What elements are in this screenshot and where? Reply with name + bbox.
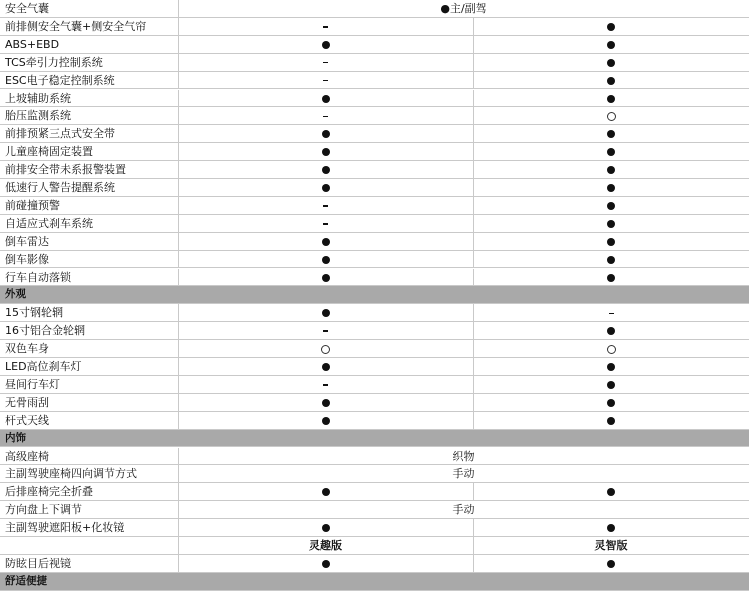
feature-label: 杆式天线	[5, 413, 49, 427]
feature-value-cell	[473, 143, 749, 161]
standard-dot-icon	[607, 256, 615, 264]
feature-label: ABS+EBD	[5, 37, 60, 51]
spec-row	[0, 0, 749, 18]
spec-row	[0, 322, 749, 340]
spec-row	[0, 36, 749, 54]
standard-dot-icon	[322, 524, 330, 532]
feature-value-cell	[178, 358, 473, 376]
not-available-dash-icon	[323, 330, 328, 332]
feature-label: 无骨雨刮	[5, 395, 49, 409]
feature-value-cell	[178, 340, 473, 358]
feature-label: TCS牵引力控制系统	[5, 55, 103, 69]
feature-value-cell	[178, 376, 473, 394]
standard-dot-icon	[322, 130, 330, 138]
feature-value-cell	[473, 555, 749, 573]
standard-dot-icon	[322, 309, 330, 317]
spec-row	[0, 448, 749, 466]
standard-dot-icon	[607, 77, 615, 85]
section-title: 外观	[5, 288, 26, 301]
feature-value-cell	[473, 340, 749, 358]
section-header	[0, 573, 749, 591]
spec-row	[0, 233, 749, 251]
feature-value-cell	[473, 179, 749, 197]
feature-value-cell	[178, 125, 473, 143]
standard-dot-icon	[607, 399, 615, 407]
spec-row	[0, 376, 749, 394]
feature-value-cell	[178, 107, 473, 125]
standard-dot-icon	[322, 363, 330, 371]
feature-value-cell	[178, 197, 473, 215]
feature-label: 双色车身	[5, 342, 49, 356]
standard-dot-icon	[607, 95, 615, 103]
not-available-dash-icon	[609, 313, 614, 315]
spec-row	[0, 179, 749, 197]
feature-label: 前排安全带未系报警装置	[5, 163, 126, 177]
standard-dot-icon	[607, 23, 615, 31]
feature-value-cell	[473, 125, 749, 143]
feature-label: 15寸钢轮辋	[5, 306, 63, 320]
feature-value-cell	[178, 322, 473, 340]
spec-row	[0, 269, 749, 287]
spec-row	[0, 412, 749, 430]
feature-value-cell	[178, 161, 473, 179]
feature-label: 胎压监测系统	[5, 109, 71, 123]
standard-dot-icon	[607, 327, 615, 335]
not-available-dash-icon	[323, 26, 328, 28]
feature-label: 儿童座椅固定装置	[5, 145, 93, 159]
standard-dot-icon	[607, 130, 615, 138]
spec-row	[0, 72, 749, 90]
feature-label: 行车自动落锁	[5, 270, 71, 284]
feature-value-cell	[178, 251, 473, 269]
spec-row	[0, 90, 749, 108]
feature-value-cell	[178, 143, 473, 161]
standard-dot-icon	[607, 363, 615, 371]
not-available-dash-icon	[323, 62, 328, 64]
spec-row	[0, 304, 749, 322]
section-title: 舒适便捷	[5, 574, 47, 587]
feature-value-cell	[473, 358, 749, 376]
standard-dot-icon	[607, 560, 615, 568]
feature-value-cell	[178, 90, 473, 108]
feature-label: 前排预紧三点式安全带	[5, 127, 115, 141]
feature-value-cell	[178, 555, 473, 573]
spec-row	[0, 54, 749, 72]
spec-row	[0, 18, 749, 36]
not-available-dash-icon	[323, 223, 328, 225]
standard-dot-icon	[322, 238, 330, 246]
section-header	[0, 430, 749, 448]
spec-row	[0, 501, 749, 519]
feature-value-cell	[473, 304, 749, 322]
feature-value-cell	[473, 519, 749, 537]
standard-dot-icon	[322, 417, 330, 425]
feature-value-cell	[473, 107, 749, 125]
feature-value-cell	[473, 90, 749, 108]
feature-value-cell	[178, 519, 473, 537]
spec-row	[0, 465, 749, 483]
spec-row	[0, 251, 749, 269]
merged-value-cell: 手动	[452, 503, 475, 517]
standard-dot-icon	[322, 41, 330, 49]
feature-value-cell	[473, 251, 749, 269]
spec-row	[0, 555, 749, 573]
feature-label: 自适应式刹车系统	[5, 216, 93, 230]
standard-dot-icon	[607, 202, 615, 210]
standard-dot-icon	[322, 256, 330, 264]
merged-value-cell: 织物	[452, 449, 475, 463]
feature-label: 前碰撞预警	[5, 198, 60, 212]
feature-value-cell	[178, 36, 473, 54]
standard-dot-icon	[322, 148, 330, 156]
feature-value-cell	[178, 72, 473, 90]
spec-row	[0, 483, 749, 501]
feature-value-cell	[473, 197, 749, 215]
feature-label: 低速行人警告提醒系统	[5, 181, 115, 194]
standard-dot-icon	[322, 166, 330, 174]
feature-label: 倒车影像	[5, 252, 49, 266]
feature-value-cell	[473, 18, 749, 36]
feature-value-cell	[473, 394, 749, 412]
feature-value-cell	[473, 233, 749, 251]
feature-value-cell	[178, 412, 473, 430]
standard-dot-icon	[607, 41, 615, 49]
standard-dot-icon	[322, 560, 330, 568]
feature-value-cell	[473, 54, 749, 72]
spec-row	[0, 519, 749, 537]
feature-label: 前排侧安全气囊+侧安全气帘	[5, 19, 147, 33]
standard-dot-icon	[607, 238, 615, 246]
spec-row	[0, 143, 749, 161]
not-available-dash-icon	[323, 384, 328, 386]
feature-value-cell	[473, 483, 749, 501]
standard-dot-icon	[607, 524, 615, 532]
optional-ring-icon	[607, 345, 616, 354]
feature-label: 高级座椅	[5, 449, 49, 463]
spec-row	[0, 125, 749, 143]
feature-label: ESC电子稳定控制系统	[5, 73, 115, 87]
feature-label: 主副驾驶遮阳板+化妆镜	[5, 521, 125, 535]
feature-label: 方向盘上下调节	[5, 503, 82, 517]
feature-value-cell	[473, 215, 749, 233]
standard-dot-icon	[322, 399, 330, 407]
feature-value-cell	[473, 269, 749, 287]
spec-row	[0, 358, 749, 376]
feature-value-cell	[178, 233, 473, 251]
feature-label: 16寸铝合金轮辋	[5, 324, 85, 338]
spec-row	[0, 161, 749, 179]
feature-value-cell	[178, 215, 473, 233]
spec-row	[0, 394, 749, 412]
merged-value-cell: 手动	[452, 467, 475, 481]
spec-row	[0, 340, 749, 358]
standard-dot-icon	[322, 184, 330, 192]
standard-dot-icon	[607, 417, 615, 425]
standard-dot-icon	[322, 488, 330, 496]
feature-value-cell	[178, 304, 473, 322]
standard-dot-icon	[607, 488, 615, 496]
feature-value-cell	[178, 394, 473, 412]
not-available-dash-icon	[323, 116, 328, 118]
spec-row	[0, 197, 749, 215]
feature-value-cell	[178, 18, 473, 36]
merged-value-cell: ●主/副驾	[440, 2, 487, 15]
optional-ring-icon	[607, 112, 616, 121]
not-available-dash-icon	[323, 205, 328, 207]
feature-value-cell	[473, 376, 749, 394]
feature-value-cell	[178, 269, 473, 287]
standard-dot-icon	[607, 381, 615, 389]
feature-label: 后排座椅完全折叠	[5, 485, 93, 499]
feature-value-cell	[473, 412, 749, 430]
feature-value-cell	[473, 161, 749, 179]
feature-value-cell	[178, 54, 473, 72]
feature-label: 防眩目后视镜	[5, 556, 71, 570]
feature-value-cell	[473, 36, 749, 54]
section-header	[0, 286, 749, 304]
feature-value-cell	[178, 179, 473, 197]
feature-label: 上坡辅助系统	[5, 91, 71, 105]
feature-value-cell	[473, 72, 749, 90]
version-header-row	[0, 537, 749, 555]
spec-row	[0, 215, 749, 233]
version-name: 灵智版	[594, 539, 628, 552]
standard-dot-icon	[607, 148, 615, 156]
version-name: 灵趣版	[309, 539, 342, 552]
spec-row	[0, 107, 749, 125]
feature-label: 昼间行车灯	[5, 377, 60, 391]
optional-ring-icon	[321, 345, 330, 354]
standard-dot-icon	[607, 184, 615, 192]
standard-dot-icon	[322, 274, 330, 282]
not-available-dash-icon	[323, 80, 328, 82]
section-title: 内饰	[5, 431, 26, 444]
feature-label: 倒车雷达	[5, 234, 49, 248]
feature-label: 主副驾驶座椅四向调节方式	[5, 467, 137, 481]
standard-dot-icon	[322, 95, 330, 103]
standard-dot-icon	[607, 274, 615, 282]
feature-label: LED高位刹车灯	[5, 360, 82, 373]
standard-dot-icon	[607, 166, 615, 174]
feature-value-cell	[178, 483, 473, 501]
feature-value-cell	[473, 322, 749, 340]
standard-dot-icon	[607, 220, 615, 228]
standard-dot-icon	[607, 59, 615, 67]
feature-label: 安全气囊	[5, 2, 49, 15]
